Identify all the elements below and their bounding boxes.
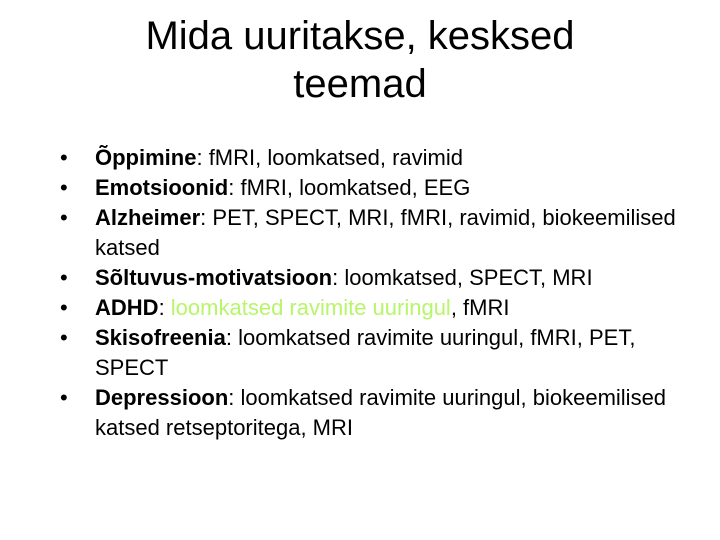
bullet-separator: :	[228, 385, 235, 410]
bullet-item-adhd	[55, 293, 695, 323]
bullet-text: fMRI, loomkatsed, EEG	[234, 175, 471, 200]
bullet-separator: :	[332, 265, 339, 290]
bullet-content	[95, 203, 695, 263]
bullet-text: loomkatsed, SPECT, MRI	[338, 265, 593, 290]
bullet-icon: •	[60, 265, 68, 290]
bullet-item-skisofreenia	[55, 323, 695, 383]
bullet-icon: •	[60, 175, 68, 200]
bullet-separator: :	[228, 175, 235, 200]
bullet-separator: :	[200, 205, 207, 230]
bullet-icon: •	[60, 145, 68, 170]
bullet-icon: •	[60, 385, 68, 410]
bullet-icon: •	[60, 295, 68, 320]
bullet-text: , fMRI	[450, 295, 510, 320]
bullet-term: ADHD	[95, 295, 159, 320]
bullet-separator: :	[196, 145, 203, 170]
bullet-term: Alzheimer	[95, 205, 201, 230]
slide-title-line-2: teemad	[293, 62, 427, 106]
bullet-content	[95, 173, 695, 203]
bullet-separator: :	[225, 325, 232, 350]
bullet-term: Depressioon	[95, 385, 229, 410]
bullet-term: Skisofreenia	[95, 325, 226, 350]
bullet-content	[95, 263, 695, 293]
bullet-text: fMRI, loomkatsed, ravimid	[202, 145, 463, 170]
bullet-item-oppimine	[55, 143, 695, 173]
slide-title	[80, 12, 640, 108]
bullet-icon: •	[60, 205, 68, 230]
bullet-term: Sõltuvus-motivatsioon	[95, 265, 333, 290]
bullet-separator: :	[158, 295, 171, 320]
bullet-term: Emotsioonid	[95, 175, 229, 200]
bullet-content	[95, 143, 695, 173]
bullet-term: Õppimine	[95, 145, 197, 170]
bullet-content	[95, 323, 695, 383]
bullet-list	[55, 143, 695, 443]
bullet-item-emotsioonid	[55, 173, 695, 203]
highlighted-text: loomkatsed ravimite uuringul	[170, 295, 451, 320]
bullet-item-depressioon	[55, 383, 695, 443]
slide-title-line-1: Mida uuritakse, kesksed	[145, 14, 575, 58]
bullet-text: PET, SPECT, MRI, fMRI, ravimid, biokeemilised katsed	[95, 205, 676, 260]
bullet-item-alzheimer	[55, 203, 695, 263]
bullet-content	[95, 383, 695, 443]
bullet-item-soltuvus-motivatsioon	[55, 263, 695, 293]
bullet-content	[95, 293, 695, 323]
bullet-text: loomkatsed ravimite uuringul, biokeemilised katsed retseptoritega, MRI	[95, 385, 667, 440]
bullet-icon: •	[60, 325, 68, 350]
bullet-text: loomkatsed ravimite uuringul, fMRI, PET, SPECT	[95, 325, 636, 380]
